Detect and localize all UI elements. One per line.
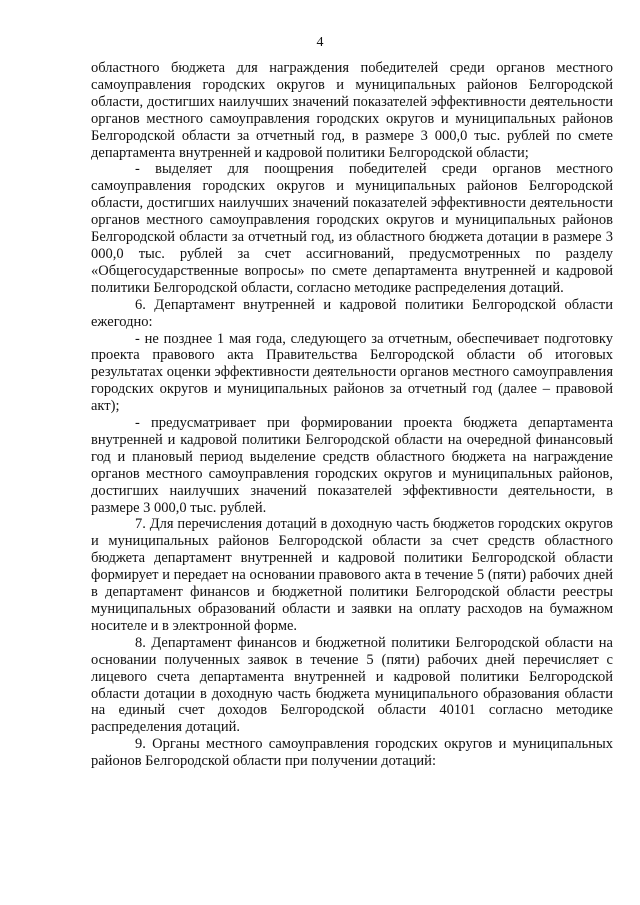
- paragraph: - выделяет для поощрения победителей среди органов местного самоуправления городских округов и муниципальных районов Белгородской области, достигших наилучших значений показателей эффективности деятельности органов местного самоуправления городских округов и муниципальных районов Белгородской области за отчетный год, из областного бюджета дотации в размере 3 000,0 тыс. рублей за счет ассигнований, предусмотренных по разделу «Общегосударственные вопросы» по смете департамента внутренней и кадровой политики Белгородской области, согласно методике распределения дотаций.: [91, 161, 613, 296]
- paragraph: областного бюджета для награждения победителей среди органов местного самоуправления городских округов и муниципальных районов Белгородской области, достигших наилучших значений показателей эффективности деятельности органов местного самоуправления городских округов и муниципальных районов Белгородской области за отчетный год, в размере 3 000,0 тыс. рублей по смете департамента внутренней и кадровой политики Белгородской области;: [91, 60, 613, 161]
- paragraph: - не позднее 1 мая года, следующего за отчетным, обеспечивает подготовку проекта правового акта Правительства Белгородской области об итоговых результатах оценки эффективности деятельности органов местного самоуправления городских округов и муниципальных районов за отчетный год (далее – правовой акт);: [91, 330, 613, 415]
- document-body: [91, 60, 613, 770]
- paragraph: - предусматривает при формировании проекта бюджета департамента внутренней и кадровой политики Белгородской области на очередной финансовый год и плановый период выделение средств областного бюджета на награждение органов местного самоуправления городских округов и муниципальных районов, достигших наилучших значений показателей эффективности деятельности, в размере 3 000,0 тыс. рублей.: [91, 415, 613, 516]
- paragraph: 9. Органы местного самоуправления городских округов и муниципальных районов Белгородской области при получении дотаций:: [91, 736, 613, 770]
- paragraph: 8. Департамент финансов и бюджетной политики Белгородской области на основании полученных заявок в течение 5 (пяти) рабочих дней перечисляет с лицевого счета департамента внутренней и кадровой политики Белгородской области дотации в доходную часть бюджета муниципального образования области на единый счет доходов Белгородской области 40101 согласно методике распределения дотаций.: [91, 634, 613, 736]
- paragraph: 7. Для перечисления дотаций в доходную часть бюджетов городских округов и муниципальных районов Белгородской области за счет средств областного бюджета департамент внутренней и кадровой политики Белгородской области формирует и передает на основании правового акта в течение 5 (пяти) рабочих дней в департамент финансов и бюджетной политики Белгородской области реестры муниципальных образований области и заявки на оплату расходов на бумажном носителе и в электронной форме.: [91, 516, 613, 634]
- paragraph: 6. Департамент внутренней и кадровой политики Белгородской области ежегодно:: [91, 296, 613, 330]
- page-number: 4: [316, 35, 324, 50]
